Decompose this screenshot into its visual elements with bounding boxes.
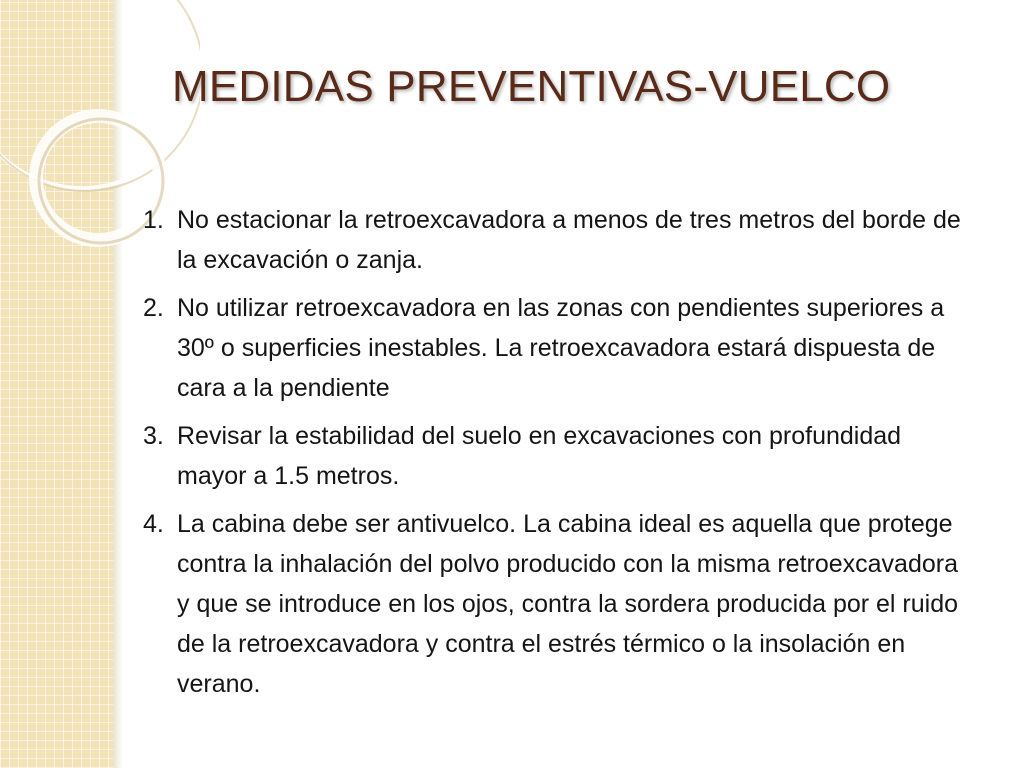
ring-top-shadow — [0, 0, 200, 191]
item-number: 1. — [143, 206, 164, 234]
item-number: 3. — [143, 422, 164, 450]
list-item — [143, 504, 973, 704]
item-text: Revisar la estabilidad del suelo en excavaciones con profundidad mayor a 1.5 metros. — [177, 422, 902, 490]
item-number: 4. — [143, 510, 164, 538]
item-number: 2. — [143, 294, 164, 322]
list-item — [143, 416, 973, 496]
item-text: No utilizar retroexcavadora en las zonas con pendientes superiores a 30º o superficies inestables. La retroexcavadora estará dispuesta de cara a la pendiente — [177, 294, 945, 402]
item-text: La cabina debe ser antivuelco. La cabina ideal es aquella que protege contra la inhalación del polvo producido con la misma retroexcavadora y que se introduce en los ojos, contra la sordera producida por el ruido de la retroexcavadora y contra el estrés térmico o la insolación en verano. — [177, 510, 959, 698]
slide-title: MEDIDAS PREVENTIVAS-VUELCO — [172, 62, 891, 111]
ring-top — [0, 0, 200, 188]
measures-list — [143, 200, 973, 712]
item-text: No estacionar la retroexcavadora a menos de tres metros del borde de la excavación o zanja. — [177, 206, 961, 274]
list-item — [143, 200, 973, 280]
list-item — [143, 288, 973, 408]
